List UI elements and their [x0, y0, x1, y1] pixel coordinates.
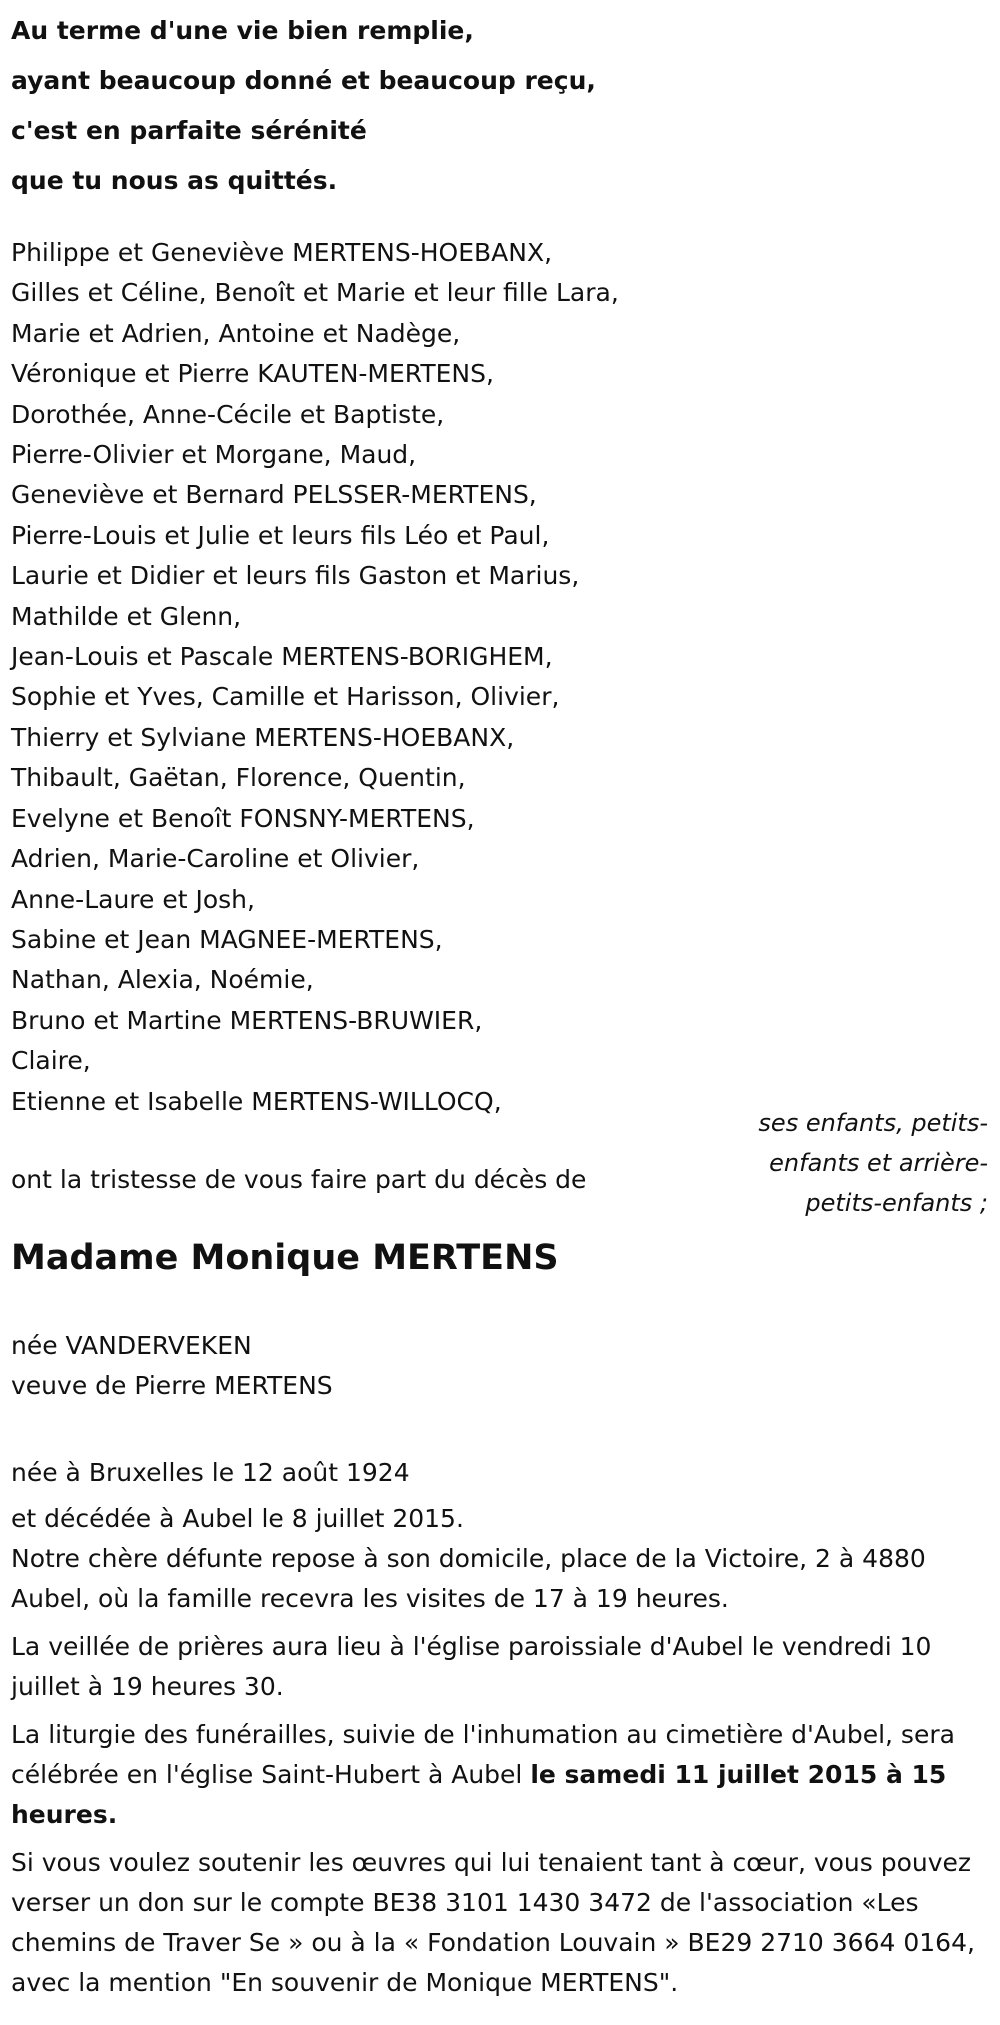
relation-line: ses enfants, petits-: [758, 1109, 988, 1137]
family-line: Pierre-Louis et Julie et leurs fils Léo et Paul,: [11, 520, 550, 550]
family-line: Mathilde et Glenn,: [11, 601, 242, 631]
family-line: Pierre-Olivier et Morgane, Maud,: [11, 440, 417, 470]
intro-verse: [11, 6, 771, 206]
family-line: Jean-Louis et Pascale MERTENS-BORIGHEM,: [11, 642, 553, 672]
birth-info: née à Bruxelles le 12 août 1924: [11, 1458, 410, 1487]
deceased-name: Madame Monique MERTENS: [11, 1238, 559, 1278]
family-line: Thierry et Sylviane MERTENS-HOEBANX,: [11, 722, 515, 752]
family-line: Bruno et Martine MERTENS-BRUWIER,: [11, 1005, 483, 1035]
family-line: Etienne et Isabelle MERTENS-WILLOCQ,: [11, 1086, 502, 1116]
liturgy-paragraph: [11, 1715, 999, 1835]
liturgy-date: le samedi 11 juillet 2015 à 15 heures.: [11, 1760, 947, 1829]
family-list: [11, 233, 731, 1122]
intro-line: Au terme d'une vie bien remplie,: [11, 16, 474, 45]
family-line: Nathan, Alexia, Noémie,: [11, 965, 314, 995]
intro-line: ayant beaucoup donné et beaucoup reçu,: [11, 66, 596, 95]
relation-line: enfants et arrière-: [769, 1149, 988, 1177]
intro-line: que tu nous as quittés.: [11, 166, 338, 195]
vigil-paragraph: La veillée de prières aura lieu à l'église paroissiale d'Aubel le vendredi 10 juillet à 19 heures 30.: [11, 1632, 932, 1701]
liturgy-text: La liturgie des funérailles, suivie de l'inhumation au cimetière d'Aubel, sera célébrée en l'église Saint-Hubert à Aubel: [11, 1720, 955, 1789]
announcement-text: ont la tristesse de vous faire part du décès de: [11, 1165, 587, 1194]
family-line: Philippe et Geneviève MERTENS-HOEBANX,: [11, 238, 553, 267]
family-line: Geneviève et Bernard PELSSER-MERTENS,: [11, 480, 537, 510]
family-line: Marie et Adrien, Antoine et Nadège,: [11, 318, 461, 348]
family-line: Thibault, Gaëtan, Florence, Quentin,: [11, 763, 466, 793]
maiden-name: née VANDERVEKEN: [11, 1331, 252, 1360]
family-line: Sabine et Jean MAGNEE-MERTENS,: [11, 924, 443, 954]
family-line: Claire,: [11, 1046, 91, 1076]
family-line: Dorothée, Anne-Cécile et Baptiste,: [11, 399, 445, 429]
rest-paragraph: Notre chère défunte repose à son domicile, place de la Victoire, 2 à 4880 Aubel, où la famille recevra les visites de 17 à 19 heures.: [11, 1544, 926, 1613]
family-line: Sophie et Yves, Camille et Harisson, Olivier,: [11, 682, 560, 712]
family-line: Evelyne et Benoît FONSNY-MERTENS,: [11, 803, 475, 833]
family-relation-note: [728, 1103, 988, 1223]
family-line: Anne-Laure et Josh,: [11, 884, 255, 914]
intro-line: c'est en parfaite sérénité: [11, 116, 367, 145]
family-line: Véronique et Pierre KAUTEN-MERTENS,: [11, 359, 494, 389]
donation-paragraph: Si vous voulez soutenir les œuvres qui lui tenaient tant à cœur, vous pouvez verser un don sur le compte BE38 3101 1430 3472 de l'association «Les chemins de Traver Se » ou à la « Fondation Louvain » BE29 2710 3664 0164, avec la mention "En souvenir de Monique MERTENS".: [11, 1848, 975, 1997]
dates-block: [11, 1450, 464, 1542]
family-line: Adrien, Marie-Caroline et Olivier,: [11, 844, 420, 874]
widow-of: veuve de Pierre MERTENS: [11, 1371, 333, 1400]
arrangements: [11, 1539, 999, 2011]
family-line: Laurie et Didier et leurs fils Gaston et Marius,: [11, 561, 580, 591]
death-info: et décédée à Aubel le 8 juillet 2015.: [11, 1504, 464, 1533]
relation-line: petits-enfants ;: [805, 1189, 988, 1217]
identity-block: [11, 1326, 333, 1406]
family-line: Gilles et Céline, Benoît et Marie et leur fille Lara,: [11, 278, 619, 308]
